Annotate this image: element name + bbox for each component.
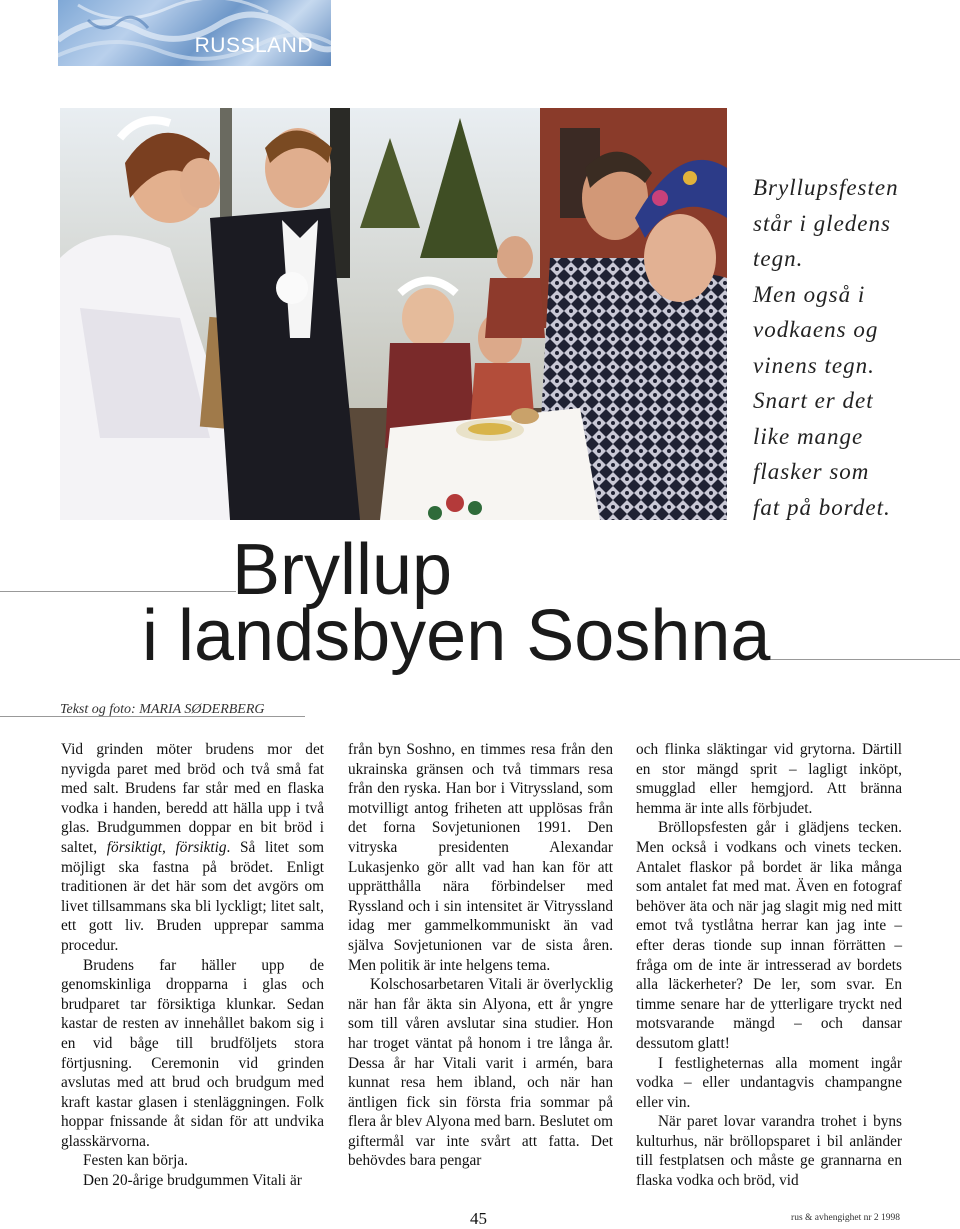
- paragraph: [61, 740, 324, 956]
- caption-line: Men også i: [753, 281, 866, 307]
- paragraph: från byn Soshno, en timmes resa från den ukrainska gränsen och två timmars resa från den ryska. Han bor i Vitryssland, som motvilligt antog friheten att upplösas från det forna Sovjetunionen 1991. Den vitryska presidenten Alexandar Lukasjenko gör allt vad han kan för att upprätthålla nära förbindelser med Ryssland och i sin intensitet är Vitryssland idag mer gammelkommuniskt än vad själva Sovjetunionen var de sista åren. Men politik är inte helgens tema.: [348, 741, 613, 974]
- caption-line: vinens tegn.: [753, 352, 875, 378]
- caption-line: vodkaens og: [753, 317, 879, 342]
- caption-line: Bryllupsfesten: [753, 175, 899, 200]
- text-run: . Så litet som möjligt ska fastna på brödet. Enligt traditionen är det här som det avgörs om livet tillsammans ska bli lyckligt; litet salt, ett gott liv. Bruden upprepar samma procedur.: [61, 838, 324, 954]
- caption-line: tegn.: [753, 246, 804, 271]
- body-column-3: [636, 740, 902, 1191]
- paragraph: När paret lovar varandra trohet i byns kulturhus, när bröllopsparet i bil anländer till festplatsen och måste ge grannarna en flaska vodka och bröd, vid: [636, 1113, 902, 1190]
- paragraph: Kolschosarbetaren Vitali är överlycklig när han får äkta sin Alyona, ett år yngre som till våren avslutar sina studier. Hon har troget väntat på honom i tre långa år. Dessa år har Vitali varit i armén, bara kunnat resa hem ibland, och när han äntligen fick sin första fria sommar på flera år blev Alyona med barn. Beslutet om giftermål var inte svårt att fatta. Det behövdes bara pengar: [348, 976, 613, 1170]
- wedding-photo: [60, 108, 727, 520]
- page-number: 45: [470, 1209, 487, 1228]
- paragraph: I festligheternas alla moment ingår vodka – eller undantagvis champangne eller vin.: [636, 1054, 902, 1111]
- body-column-1: [61, 740, 324, 1191]
- emphasis: försiktigt, försiktig: [106, 838, 227, 856]
- paragraph: Bröllopsfesten går i glädjens tecken. Men också i vodkans och vinets tecken. Antalet flaskor på bordet är lika många som antalet fat med mat. Även en fotograf behöver äta och när jag slagit mig ned mitt emot två tystlåtna herrar kan jag inte – efter deras tionde sup innan förrätten – fråga om de inte är intresserad av bordets alla läckerheter? De ler, som svar. En timme senare har de ytterligare tryckt ned motsvarande mängd – och dansar dessutom glatt!: [636, 819, 902, 1052]
- caption-line: står i gledens: [753, 210, 891, 236]
- paragraph: Den 20-årige brudgummen Vitali är: [83, 1172, 302, 1190]
- headline-line-2: i landsbyen Soshna: [142, 596, 771, 676]
- paragraph: Festen kan börja.: [83, 1152, 188, 1170]
- caption-line: Snart er det: [753, 388, 874, 413]
- byline: Tekst og foto: MARIA SØDERBERG: [60, 702, 265, 717]
- headline-line-1: Bryllup: [232, 530, 453, 610]
- caption-line: fat på bordet.: [753, 494, 891, 520]
- photo-caption: [753, 170, 953, 525]
- publication-footer: rus & avhengighet nr 2 1998: [791, 1213, 900, 1223]
- section-label: RUSSLAND: [194, 34, 313, 57]
- headline-rule: [0, 591, 236, 592]
- headline-rule: [765, 659, 960, 660]
- section-banner: [58, 0, 331, 66]
- paragraph: Brudens far häller upp de genomskinliga dropparna i glas och brudparet tar försiktiga klunkar. Sedan kastar de resten av innehållet bakom sig i en vid båge till brudföljets stora förtjusning. Ceremonin vid grinden avslutas med att brud och brudgum med kraft kastar glasen i stenläggningen. Folk hoppar fnissande åt sidan för att undvika glasskärvorna.: [61, 956, 324, 1150]
- text-run: Vid grinden möter brudens mor det nyvigda paret med bröd och två små fat med salt. Brudens far står med en flaska vodka i handen, beredd att hälla upp i två glas. Brudgummen doppar en bit bröd i saltet,: [61, 741, 324, 856]
- paragraph: och flinka släktingar vid grytorna. Därtill en stor mängd sprit – lagligt inköpt, smugglad eller hemgjord. Att bränna hemma är inte alls förbjudet.: [636, 741, 902, 817]
- caption-line: flasker som: [753, 459, 870, 484]
- caption-line: like mange: [753, 423, 864, 449]
- body-column-2: [348, 740, 613, 1171]
